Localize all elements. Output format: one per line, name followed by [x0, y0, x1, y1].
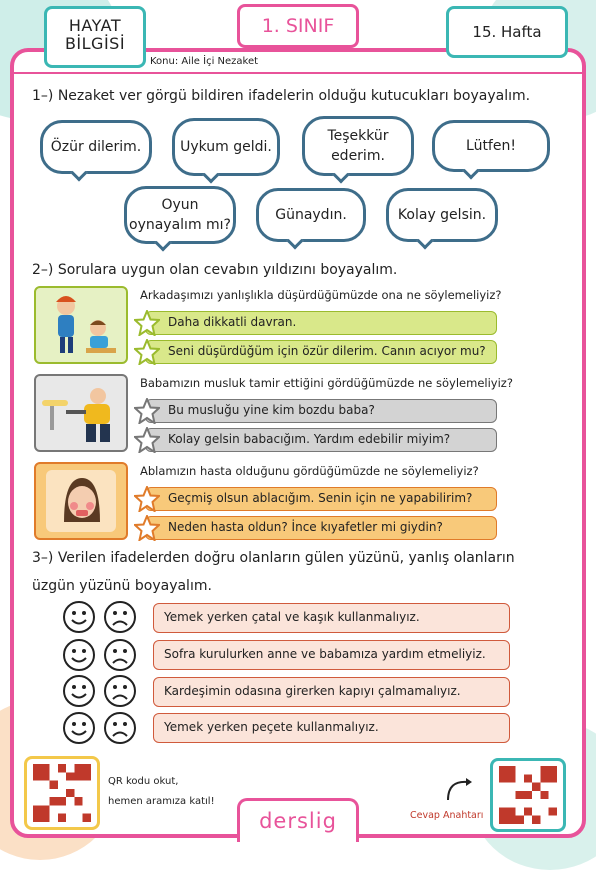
statement-box [153, 713, 510, 743]
father-fixing-faucet-illustration [34, 374, 128, 452]
question-1-title: 1–) Nezaket ver görgü bildiren ifadelerin olduğu kutucukları boyayalım. [32, 88, 531, 104]
speech-bubble[interactable] [432, 120, 550, 172]
star-icon[interactable] [134, 486, 160, 512]
sad-face-icon[interactable] [103, 674, 137, 708]
statement-box [153, 677, 510, 707]
speech-bubble[interactable] [302, 116, 414, 176]
option-text: Geçmiş olsun ablacığım. Senin için ne yapabilirim? [168, 491, 473, 505]
bubble-text: Özür dilerim. [50, 139, 142, 155]
statement-text: Yemek yerken peçete kullanmalıyız. [164, 720, 379, 734]
sad-face-icon[interactable] [103, 711, 137, 745]
happy-face-icon[interactable] [62, 600, 96, 634]
answer-option[interactable] [145, 311, 497, 335]
bubble-text: Oyun [161, 197, 199, 213]
question-3-title-line2: üzgün yüzünü boyayalım. [32, 578, 212, 594]
qr-code-join[interactable] [24, 756, 100, 830]
subject-box [44, 6, 146, 68]
statement-text: Sofra kurulurken anne ve babamıza yardım etmeliyiz. [164, 647, 486, 661]
qr-code-answer-key[interactable] [490, 758, 566, 832]
option-text: Neden hasta oldun? İnce kıyafetler mi giydin? [168, 520, 443, 534]
star-icon[interactable] [134, 339, 160, 365]
answer-option[interactable] [145, 516, 497, 540]
curved-arrow-icon [444, 776, 474, 804]
question-text: Ablamızın hasta olduğunu gördüğümüzde ne söylemeliyiz? [140, 464, 479, 478]
subject-line2: BİLGİSİ [64, 34, 126, 53]
bubble-text: ederim. [331, 148, 385, 164]
bubble-text: Günaydın. [275, 207, 347, 223]
option-text: Bu musluğu yine kim bozdu baba? [168, 403, 375, 417]
statement-box [153, 640, 510, 670]
week-label: 15. Hafta [472, 23, 542, 41]
option-text: Daha dikkatli davran. [168, 315, 297, 329]
option-text: Seni düşürdüğüm için özür dilerim. Canın acıyor mu? [168, 344, 486, 358]
week-box [446, 6, 568, 58]
star-icon[interactable] [134, 515, 160, 541]
bubble-text: Kolay gelsin. [397, 207, 487, 223]
question-3-title-line1: 3–) Verilen ifadelerden doğru olanların gülen yüzünü, yanlış olanların [32, 550, 515, 566]
sick-sister-illustration [34, 462, 128, 540]
bubble-text: Uykum geldi. [180, 139, 272, 155]
question-text: Arkadaşımızı yanlışlıkla düşürdüğümüzde ona ne söylemeliyiz? [140, 288, 502, 302]
happy-face-icon[interactable] [62, 674, 96, 708]
statement-box [153, 603, 510, 633]
answer-option[interactable] [145, 428, 497, 452]
sad-face-icon[interactable] [103, 600, 137, 634]
answer-option[interactable] [145, 399, 497, 423]
grade-label: 1. SINIF [261, 15, 335, 37]
speech-bubble[interactable] [40, 120, 152, 174]
qr-caption-line2: hemen aramıza katıl! [108, 796, 215, 807]
bubble-text: Teşekkür [327, 128, 389, 144]
speech-bubble[interactable] [256, 188, 366, 242]
speech-bubble[interactable] [172, 118, 280, 176]
children-falling-illustration [34, 286, 128, 364]
question-2-title: 2–) Sorulara uygun olan cevabın yıldızını boyayalım. [32, 262, 398, 278]
star-icon[interactable] [134, 310, 160, 336]
subject-line1: HAYAT [68, 16, 122, 35]
star-icon[interactable] [134, 427, 160, 453]
qr-caption-line1: QR kodu okut, [108, 776, 179, 787]
bubble-text: oynayalım mı? [129, 217, 231, 233]
brand-name: derslig [259, 809, 337, 833]
bubble-text: Lütfen! [466, 138, 516, 154]
header-divider [14, 72, 582, 74]
grade-box [237, 4, 359, 48]
answer-key-label: Cevap Anahtarı [410, 810, 484, 821]
speech-bubble[interactable] [386, 188, 498, 242]
answer-option[interactable] [145, 487, 497, 511]
statement-text: Yemek yerken çatal ve kaşık kullanmalıyız. [164, 610, 420, 624]
topic-label: Konu: Aile İçi Nezaket [150, 56, 259, 67]
sad-face-icon[interactable] [103, 638, 137, 672]
happy-face-icon[interactable] [62, 638, 96, 672]
question-text: Babamızın musluk tamir ettiğini gördüğümüzde ne söylemeliyiz? [140, 376, 513, 390]
brand-logo [237, 798, 359, 842]
option-text: Kolay gelsin babacığım. Yardım edebilir miyim? [168, 432, 451, 446]
happy-face-icon[interactable] [62, 711, 96, 745]
speech-bubble[interactable] [124, 186, 236, 244]
statement-text: Kardeşimin odasına girerken kapıyı çalmamalıyız. [164, 684, 461, 698]
star-icon[interactable] [134, 398, 160, 424]
answer-option[interactable] [145, 340, 497, 364]
